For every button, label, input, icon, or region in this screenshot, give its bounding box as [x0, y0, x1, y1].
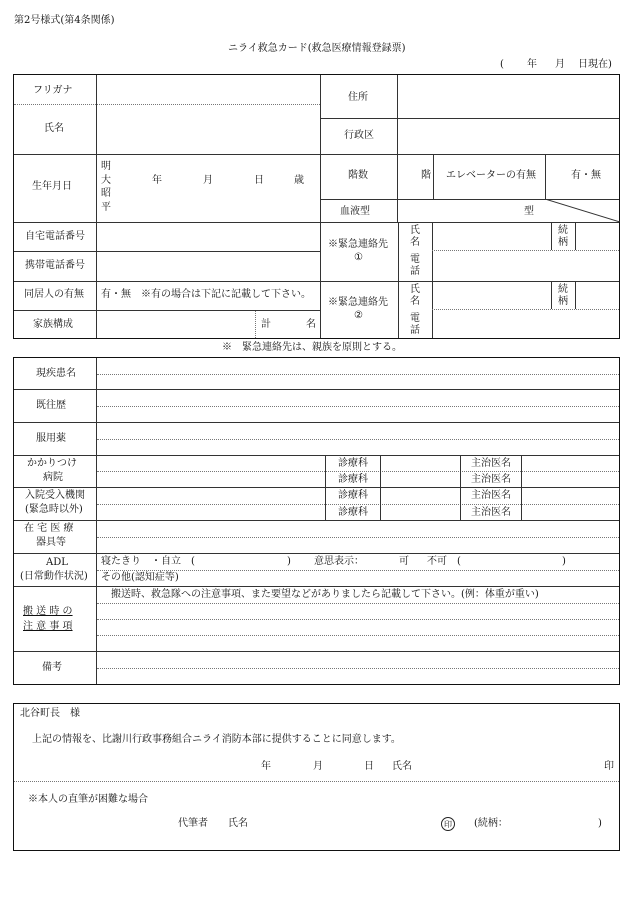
- proxy-relation-open: (続柄：: [474, 818, 508, 829]
- floor-label: 階数: [348, 170, 368, 181]
- family-hospital-label-2: 病院: [43, 472, 63, 483]
- doctor-label-4: 主治医名: [471, 507, 511, 518]
- family-persons: 名: [306, 319, 316, 330]
- consent-year: 年: [261, 761, 271, 772]
- adl-label-2: (日常動作状況): [20, 571, 88, 582]
- contact2-relation-2: 柄: [558, 296, 568, 307]
- admission-label-2: (緊急時以外): [25, 504, 83, 515]
- remarks-label: 備考: [42, 662, 62, 673]
- contact2-name-2: 名: [410, 296, 420, 307]
- era-heisei: 平: [101, 202, 111, 213]
- consent-name-label: 氏名: [392, 761, 412, 772]
- floor-unit: 階: [421, 170, 431, 181]
- department-label-2: 診療科: [338, 474, 368, 485]
- mobile-phone-label: 携帯電話番号: [25, 260, 85, 271]
- contact1-name-1: 氏: [410, 225, 420, 236]
- proxy-note: ※本人の直筆が困難な場合: [28, 794, 148, 805]
- emergency-contact-2-label: ※緊急連絡先: [328, 297, 388, 308]
- date-month: 月: [555, 59, 565, 70]
- blood-type-label: 血液型: [340, 206, 370, 217]
- age-unit: 歳: [294, 175, 304, 186]
- department-label-1: 診療科: [338, 458, 368, 469]
- doctor-label-1: 主治医名: [471, 458, 511, 469]
- doctor-label-3: 主治医名: [471, 490, 511, 501]
- name-label: 氏名: [44, 123, 64, 134]
- form-number: 第2号様式(第4条関係): [14, 15, 115, 26]
- consent-statement: 上記の情報を、比謝川行政事務組合ニライ消防本部に提供することに同意します。: [32, 734, 401, 745]
- proxy-relation-close: ): [598, 818, 602, 829]
- home-medical-label-2: 器具等: [36, 537, 66, 548]
- adl-close: ): [287, 556, 291, 567]
- family-hospital-label-1: かかりつけ: [27, 458, 77, 469]
- birth-year: 年: [152, 175, 162, 186]
- date-year: 年: [527, 59, 537, 70]
- transport-instructions: 搬送時、救急隊への注意事項、また要望などがありましたら記載して下さい。(例：体重が重い): [111, 589, 539, 600]
- contact1-relation-1: 続: [558, 225, 568, 236]
- doctor-label-2: 主治医名: [471, 474, 511, 485]
- emergency-contact-1-label: ※緊急連絡先: [328, 239, 388, 250]
- adl-intent: 意思表示：: [314, 556, 364, 567]
- contact1-phone-2: 話: [410, 266, 420, 277]
- furigana-label: フリガナ: [33, 85, 73, 96]
- district-label: 行政区: [344, 130, 374, 141]
- date-open: (: [500, 59, 504, 70]
- transport-label-2: 注 意 事 項: [23, 621, 73, 632]
- blood-type-unit: 型: [524, 206, 534, 217]
- cohabitant-label: 同居人の有無: [24, 289, 84, 300]
- family-total: 計: [261, 319, 271, 330]
- era-showa: 昭: [101, 188, 111, 199]
- addressee: 北谷町長 様: [20, 708, 80, 719]
- home-phone-label: 自宅電話番号: [25, 231, 85, 242]
- diagonal-slash: [545, 199, 620, 222]
- family-label: 家族構成: [33, 319, 73, 330]
- birthdate-label: 生年月日: [32, 181, 72, 192]
- history-label: 既往歴: [36, 400, 66, 411]
- birth-month: 月: [203, 175, 213, 186]
- consent-day: 日: [364, 761, 374, 772]
- cohabitant-value: 有・無 ※有の場合は下記に記載して下さい。: [101, 289, 311, 300]
- elevator-value: 有・無: [571, 170, 601, 181]
- adl-other: その他(認知症等): [101, 572, 179, 583]
- adl-close2: ): [562, 556, 566, 567]
- consent-seal: 印: [604, 761, 614, 772]
- page-title: ニライ救急カード(救急医療情報登録票): [228, 43, 406, 54]
- contact2-phone-2: 話: [410, 325, 420, 336]
- medication-label: 服用薬: [36, 433, 66, 444]
- department-label-4: 診療科: [338, 507, 368, 518]
- contact2-phone-1: 電: [410, 313, 420, 324]
- seal-circle-icon: 印: [441, 817, 455, 831]
- consent-month: 月: [313, 761, 323, 772]
- consent-box: [13, 703, 620, 851]
- current-illness-label: 現疾患名: [36, 368, 76, 379]
- transport-label-1: 搬 送 時 の: [23, 606, 73, 617]
- address-label: 住所: [348, 92, 368, 103]
- department-label-3: 診療科: [338, 490, 368, 501]
- adl-impossible: 不可 (: [427, 556, 461, 567]
- date-suffix: 日現在): [578, 59, 612, 70]
- emergency-contact-2-number: ②: [354, 310, 363, 321]
- era-meiji: 明: [101, 161, 111, 172]
- proxy-name-label: 代筆者 氏名: [178, 818, 248, 829]
- emergency-contact-1-number: ①: [354, 252, 363, 263]
- emergency-contact-note: ※ 緊急連絡先は、親族を原則とする。: [222, 342, 402, 353]
- adl-possible: 可: [399, 556, 409, 567]
- elevator-label: エレベーターの有無: [446, 170, 536, 181]
- contact2-relation-1: 続: [558, 284, 568, 295]
- contact1-relation-2: 柄: [558, 237, 568, 248]
- home-medical-label-1: 在 宅 医 療: [24, 523, 74, 534]
- era-taisho: 大: [101, 175, 111, 186]
- adl-bedridden: 寝たきり ・自立 (: [101, 556, 195, 567]
- contact1-name-2: 名: [410, 237, 420, 248]
- admission-label-1: 入院受入機関: [25, 490, 85, 501]
- birth-day: 日: [254, 175, 264, 186]
- adl-label-1: ADL: [46, 557, 68, 568]
- contact1-phone-1: 電: [410, 254, 420, 265]
- contact2-name-1: 氏: [410, 284, 420, 295]
